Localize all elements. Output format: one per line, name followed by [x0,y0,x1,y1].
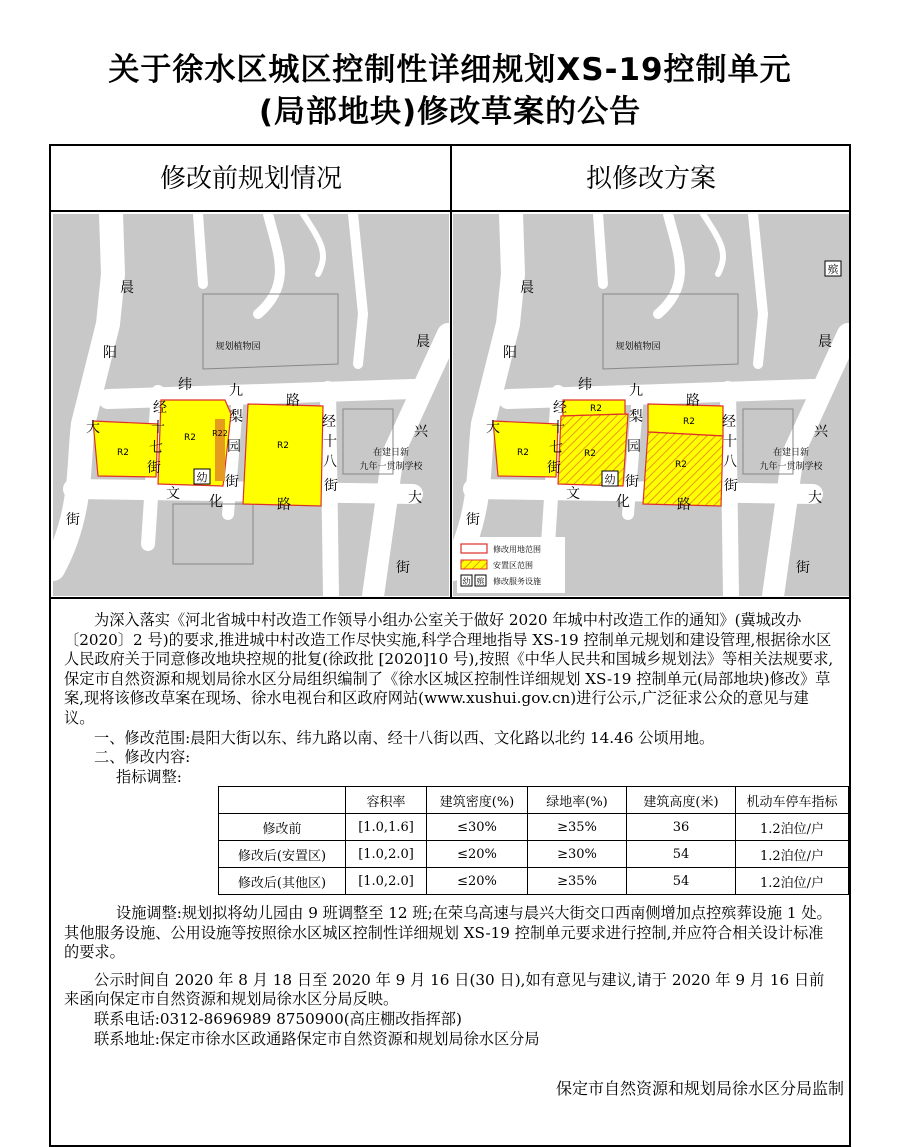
street-wenhua-1: 文 [166,486,180,502]
street-jing17-1: 经 [153,400,167,416]
street-wenhua-3: 路 [277,497,291,513]
table-cell: 修改后(安置区) [219,841,346,868]
table-row [219,868,849,895]
street-jing17-3: 七 [149,440,163,456]
table-row [219,841,849,868]
contact-phone: 联系电话:0312-8696989 8750900(高庄棚改指挥部) [94,1009,462,1028]
table-cell: 54 [627,841,736,868]
school-label-2: 九年一贯制学校 [759,462,823,472]
legend-funeral-icon: 殡 [476,577,485,586]
table-header [219,787,346,814]
table-row [219,814,849,841]
plot-label-r22: R22 [212,429,228,438]
street-liyuan-3: 街 [225,474,239,490]
legend-boundary-label: 修改用地范围 [493,545,541,554]
table-cell: [1.0,2.0] [346,841,427,868]
street-chenxing-4: 街 [796,560,810,576]
street-jing18-4: 街 [324,478,338,494]
street-chenyang-1: 晨 [120,280,134,296]
street-chenyang-4: 街 [66,512,80,528]
street-jing18-2: 十 [323,434,337,450]
table-cell: ≥30% [528,841,627,868]
street-weijiu-1: 纬 [578,377,592,393]
public-notice-period: 公示时间自 2020 年 8 月 18 日至 2020 年 9 月 16 日(30 日),如有意见与建议,请于 2020 年 9 月 16 日前来函向保定市自然资源和规划局徐水区分局反映。 [64,970,825,1009]
street-chenyang-1: 晨 [520,280,534,296]
index-table [218,786,849,895]
street-chenxing-1: 晨 [818,334,832,350]
street-chenxing-3: 大 [808,490,822,506]
index-adjustment-heading: 指标调整: [116,767,182,786]
table-header: 建筑密度(%) [427,787,528,814]
table-cell: [1.0,1.6] [346,814,427,841]
intro-paragraph: 为深入落实《河北省城中村改造工作领导小组办公室关于做好 2020 年城中村改造工作的通知》(冀城改办〔2020〕2 号)的要求,推进城中村改造工作尽快实施,科学合理地指导 XS-19 控制单元规划和建设管理,根据徐水区人民政府关于同意修改地块控规的批复(徐政批 [2020]10 号),按照《中华人民共和国城乡规划法》等相关法规要求,保定市自然资源和规划局徐水区分局组织编制了《徐水区城区控制性详细规划 XS-19 控制单元(局部地块)修改》草案,现将该修改草案在现场、徐水电视台和区政府网站(www.xushui.gov.cn)进行公示,广泛征求公众的意见与建议。 [64,611,834,727]
street-liyuan-1: 梨 [629,409,643,425]
street-jing18-1: 经 [722,414,736,430]
facility-adjustment: 设施调整:规划拟将幼儿园由 9 班调整至 12 班;在荣乌高速与晨兴大街交口西南侧增加点控殡葬设施 1 处。其他服务设施、公用设施等按照徐水区城区控制性详细规划 XS-19 控制单元要求进行控制,并应符合相关设计标准的要求。 [64,904,832,962]
street-chenxing-1: 晨 [416,334,430,350]
kindergarten-icon: 幼 [604,473,616,486]
table-cell: ≤30% [427,814,528,841]
street-liyuan-2: 园 [627,439,641,455]
street-weijiu-3: 路 [286,393,300,409]
plot-label-r2-a: R2 [517,448,529,458]
street-weijiu-2: 九 [229,383,243,399]
legend-boundary-swatch [461,544,487,553]
before-panel-title: 修改前规划情况 [159,164,342,194]
street-jing18-2: 十 [723,434,737,450]
street-jing18-4: 街 [724,478,738,494]
street-jing17-1: 经 [553,400,567,416]
legend-resettle-label: 安置区范围 [493,561,533,570]
street-weijiu-2: 九 [629,383,643,399]
modification-content-heading: 二、修改内容: [94,748,191,767]
street-jing17-4: 街 [547,460,561,476]
street-wenhua-2: 化 [209,494,223,510]
street-chenyang-4: 街 [466,512,480,528]
street-liyuan-1: 梨 [229,409,243,425]
modification-scope: 一、修改范围:晨阳大街以东、纬九路以南、经十八街以西、文化路以北约 14.46 公顷用地。 [94,728,715,747]
table-header: 绿地率(%) [528,787,627,814]
street-wenhua-3: 路 [677,497,691,513]
table-header: 建筑高度(米) [627,787,736,814]
after-map [453,214,849,596]
legend-resettle-swatch [461,560,487,569]
school-label-1: 在建日新 [772,448,810,458]
table-cell: ≤20% [427,841,528,868]
table-cell: 1.2泊位/户 [736,841,849,868]
map-bottom-rule [49,597,851,599]
legend-kindergarten-icon: 幼 [462,577,471,586]
street-jing17-4: 街 [147,460,161,476]
street-jing17-3: 七 [549,440,563,456]
school-label-2: 九年一贯制学校 [359,462,423,472]
after-panel-title: 拟修改方案 [585,164,716,194]
table-cell: 1.2泊位/户 [736,868,849,895]
plot-label-r2-c: R2 [277,441,289,451]
table-cell: 36 [627,814,736,841]
notice-title-line1: 关于徐水区城区控制性详细规划XS-19控制单元 [108,52,792,88]
street-weijiu-1: 纬 [178,377,192,393]
street-jing18-3: 八 [323,454,337,470]
plot-label-r2-d: R2 [683,417,695,427]
street-chenxing-4: 街 [396,560,410,576]
table-cell: ≤20% [427,868,528,895]
school-label-1: 在建日新 [372,448,410,458]
table-cell: [1.0,2.0] [346,868,427,895]
garden-label: 规划植物园 [615,342,661,352]
contact-address: 联系地址:保定市徐水区政通路保定市自然资源和规划局徐水区分局 [94,1029,540,1048]
plot-label-r2-b: R2 [184,433,196,443]
kindergarten-icon: 幼 [196,471,208,484]
plot-label-r2-c: R2 [584,449,596,459]
plot-label-r2-a: R2 [117,448,129,458]
header-rule [49,210,851,212]
table-header: 容积率 [346,787,427,814]
table-cell: ≥35% [528,814,627,841]
table-cell: ≥35% [528,868,627,895]
street-chenxing-3: 大 [408,490,422,506]
table-header: 机动车停车指标 [736,787,849,814]
notice-body-intro [64,611,834,787]
street-liyuan-2: 园 [227,439,241,455]
street-weijiu-3: 路 [686,393,700,409]
street-liyuan-3: 街 [625,474,639,490]
street-chenyang-3: 大 [86,420,100,436]
street-jing17-2: 十 [151,420,165,436]
table-header-row [219,787,849,814]
issuer-footer: 保定市自然资源和规划局徐水区分局监制 [555,1079,844,1098]
street-chenyang-2: 阳 [503,345,517,361]
street-wenhua-2: 化 [616,494,630,510]
plot-label-r2-e: R2 [675,460,687,470]
table-cell: 1.2泊位/户 [736,814,849,841]
street-jing17-2: 十 [551,420,565,436]
street-chenyang-2: 阳 [103,345,117,361]
before-map [53,214,449,596]
street-chenyang-3: 大 [486,420,500,436]
street-jing18-1: 经 [322,414,336,430]
notice-body-rest [64,904,834,1049]
panel-divider [450,144,452,598]
table-cell: 54 [627,868,736,895]
table-cell: 修改前 [219,814,346,841]
garden-label: 规划植物园 [215,342,261,352]
plot-label-r2-b: R2 [590,404,602,414]
notice-title-line2: (局部地块)修改草案的公告 [258,94,642,130]
street-chenxing-2: 兴 [414,424,428,440]
street-chenxing-2: 兴 [814,424,828,440]
table-cell: 修改后(其他区) [219,868,346,895]
street-jing18-3: 八 [723,454,737,470]
legend-service-label: 修改服务设施 [493,577,541,586]
street-wenhua-1: 文 [566,486,580,502]
funeral-facility-icon: 殡 [827,263,839,276]
